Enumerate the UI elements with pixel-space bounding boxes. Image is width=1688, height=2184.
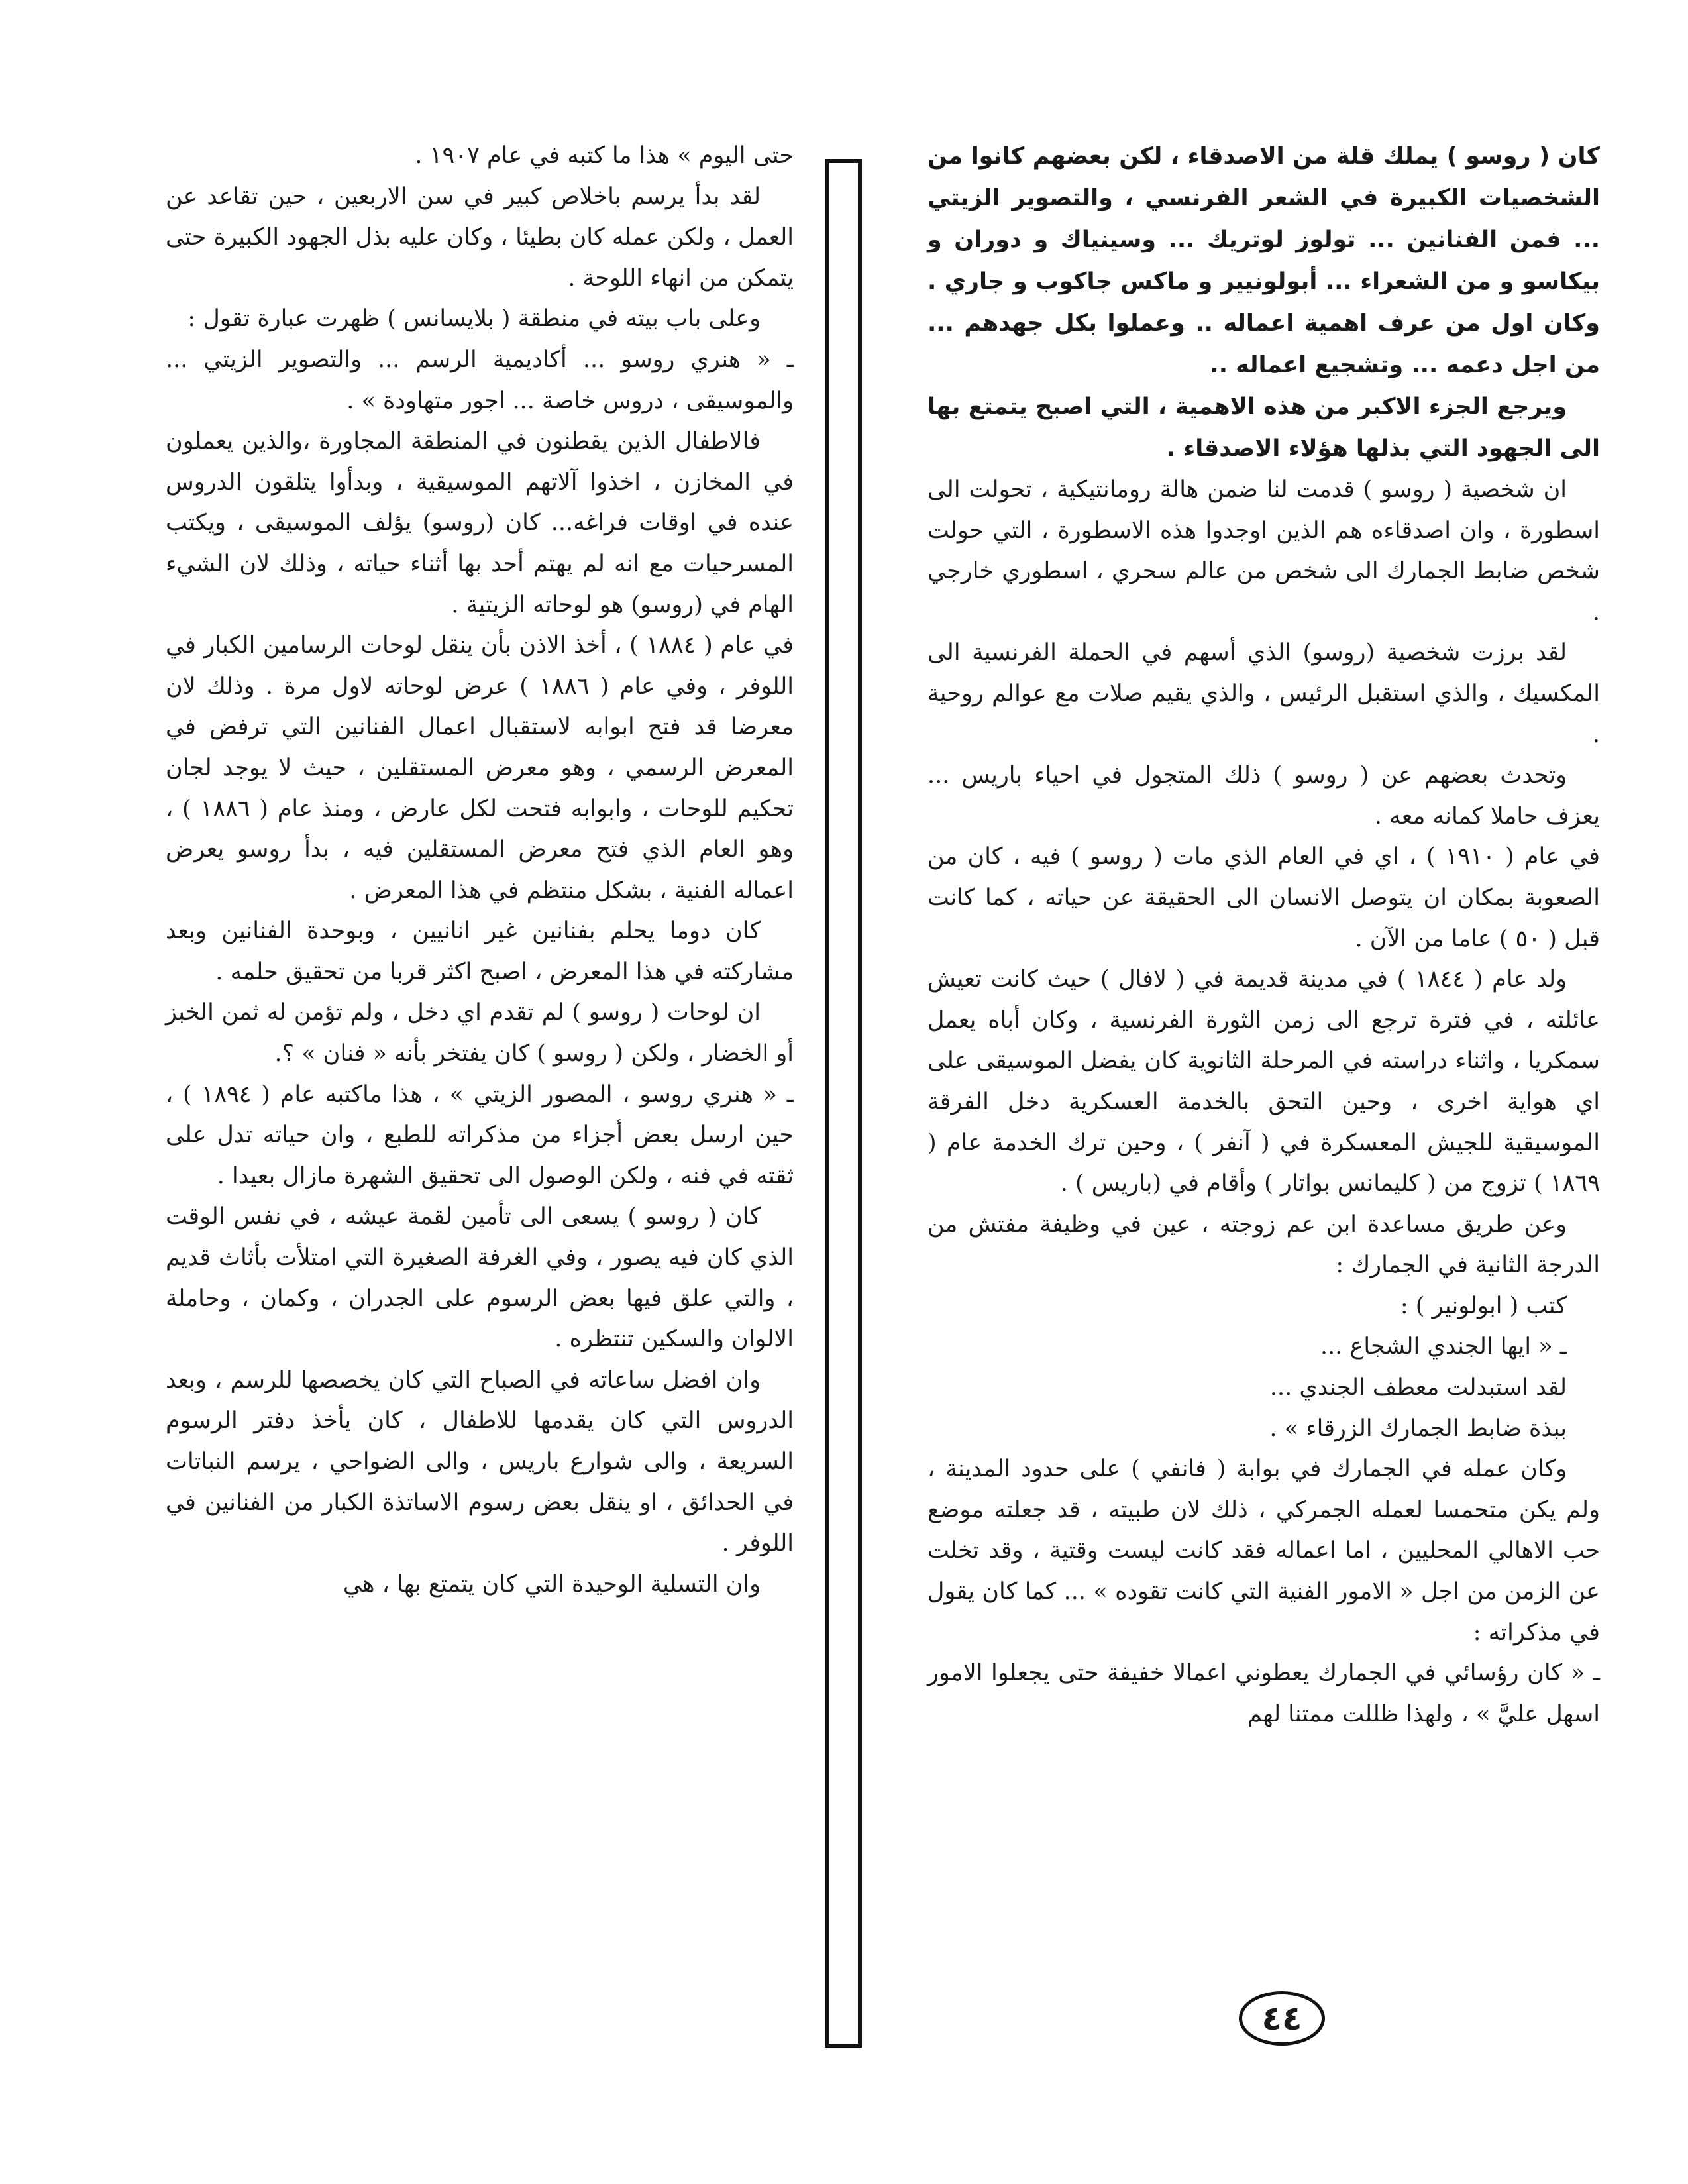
right-column (927, 136, 1600, 1735)
left-column (166, 136, 794, 1605)
poem-intro: كتب ( ابولونير ) : (1400, 1292, 1567, 1319)
body-paragraph: وعن طريق مساعدة ابن عم زوجته ، عين في وظيفة مفتش من الدرجة الثانية في الجمارك : (927, 1211, 1600, 1279)
poem-line: لقد استبدلت معطف الجندي ... (1269, 1374, 1567, 1401)
sign-quote: ـ « هنري روسو ... أكاديمية الرسم ... والتصوير الزيتي ... والموسيقى ، دروس خاصة ... اجور متهاودة » . (166, 346, 794, 414)
quote-paragraph: ـ « كان رؤسائي في الجمارك يعطوني اعمالا خفيفة حتى يجعلوا الامور اسهل عليَّ » ، ولهذا ظللت ممتنا لهم (927, 1660, 1600, 1727)
body-paragraph: وان افضل ساعاته في الصباح التي كان يخصصها للرسم ، وبعد الدروس التي كان يقدمها للاطفال ، كان يأخذ دفتر الرسوم السريعة ، والى شوارع باريس ، والى الضواحي ، يرسم النباتات في الحدائق ، او ينقل بعض رسوم الاساتذة الكبار من الفنانين في اللوفر . (166, 1366, 794, 1557)
continued-line: حتى اليوم » هذا ما كتبه في عام ١٩٠٧ . (415, 142, 794, 169)
body-paragraph: ان لوحات ( روسو ) لم تقدم اي دخل ، ولم تؤمن له ثمن الخبز أو الخضار ، ولكن ( روسو ) كان يفتخر بأنه « فنان » ؟. (166, 999, 794, 1067)
body-paragraph: في عام ( ١٩١٠ ) ، اي في العام الذي مات ( روسو ) فيه ، كان من الصعوبة بمكان ان يتوصل الانسان الى الحقيقة عن حياته ، كما كانت قبل ( ٥٠ ) عاما من الآن . (927, 844, 1600, 952)
page-number: ٤٤ (1239, 1991, 1325, 2046)
body-paragraph: وكان عمله في الجمارك في بوابة ( فانفي ) على حدود المدينة ، ولم يكن متحمسا لعمله الجمركي ، ذلك لان طبيته ، قد جعلته موضع حب الاهالي المحليين ، اما اعماله فقد كانت ليست وقتية ، وقد تخلت عن الزمن من اجل « الامور الفنية التي كانت تقوده » ... كما كان يقول في مذكراته : (927, 1456, 1600, 1646)
body-paragraph: كان دوما يحلم بفنانين غير انانيين ، وبوحدة الفنانين وبعد مشاركته في هذا المعرض ، اصبح اكثر قربا من تحقيق حلمه . (166, 918, 794, 985)
body-paragraph: ولد عام ( ١٨٤٤ ) في مدينة قديمة في ( لافال ) حيث كانت تعيش عائلته ، في فترة ترجع الى زمن الثورة الفرنسية ، وكان أباه يعمل سمكريا ، واثناء دراسته في المرحلة الثانوية كان يفضل الموسيقى على اي هواية اخرى ، وحين التحق بالخدمة العسكرية دخل الفرقة الموسيقية للجيش المعسكرة في ( آنفر ) ، وحين ترك الخدمة عام ( ١٨٦٩ ) تزوج من ( كليمانس بواتار ) وأقام في (باريس ) . (927, 966, 1600, 1197)
body-paragraph: كان ( روسو ) يسعى الى تأمين لقمة عيشه ، في نفس الوقت الذي كان فيه يصور ، وفي الغرفة الصغيرة التي امتلأت بأثاث قديم ، والتي علق فيها بعض الرسوم على الجدران ، وكمان ، وحاملة الالوان والسكين تنتظره . (166, 1203, 794, 1353)
body-paragraph: لقد بدأ يرسم باخلاص كبير في سن الاربعين ، حين تقاعد عن العمل ، ولكن عمله كان بطيئا ، وكان عليه بذل الجهود الكبيرة حتى يتمكن من انهاء اللوحة . (166, 183, 794, 292)
quote-paragraph: ـ « هنري روسو ، المصور الزيتي » ، هذا ماكتبه عام ( ١٨٩٤ ) ، حين ارسل بعض أجزاء من مذكراته للطبع ، وان حياته تدل على ثقته في فنه ، ولكن الوصول الى تحقيق الشهرة مازال بعيدا . (166, 1081, 794, 1189)
body-paragraph: لقد برزت شخصية (روسو) الذي أسهم في الحملة الفرنسية الى المكسيك ، والذي استقبل الرئيس ، والذي يقيم صلات مع عوالم روحية . (927, 639, 1600, 748)
intro-paragraph: ويرجع الجزء الاكبر من هذه الاهمية ، التي اصبح يتمتع بها الى الجهود التي بذلها هؤلاء الاصدقاء . (927, 394, 1600, 462)
intro-paragraph: كان ( روسو ) يملك قلة من الاصدقاء ، لكن بعضهم كانوا من الشخصيات الكبيرة في الشعر الفرنسي ، والتصوير الزيتي ... فمن الفنانين ... تولوز لوتريك ... وسينياك و دوران و بيكاسو و من الشعراء ... أبولونيير و ماكس جاكوب و جاري . وكان اول من عرف اهمية اعماله .. وعملوا بكل جهدهم ... من اجل دعمه ... وتشجيع اعماله .. (927, 143, 1600, 378)
poem-line: ـ « ايها الجندي الشجاع ... (1320, 1333, 1567, 1360)
body-paragraph: في عام ( ١٨٨٤ ) ، أخذ الاذن بأن ينقل لوحات الرسامين الكبار في اللوفر ، وفي عام ( ١٨٨٦ ) عرض لوحاته لاول مرة . وذلك لان معرضا قد فتح ابوابه لاستقبال اعمال الفنانين التي ترفض في المعرض الرسمي ، وهو معرض المستقلين ، حيث لا يوجد لجان تحكيم للوحات ، وابوابه فتحت لكل عارض ، ومنذ عام ( ١٨٨٦ ) ، وهو العام الذي فتح معرض المستقلين فيه ، بدأ روسو يعرض اعماله الفنية ، بشكل منتظم في هذا المعرض . (166, 632, 794, 904)
body-paragraph: فالاطفال الذين يقطنون في المنطقة المجاورة ،والذين يعملون في المخازن ، اخذوا آلاتهم الموسيقية ، وبدأوا يتلقون الدروس عنده في اوقات فراغه... كان (روسو) يؤلف الموسيقى ، ويكتب المسرحيات مع انه لم يهتم أحد بها أثناء حياته ، وذلك لان الشيء الهام في (روسو) هو لوحاته الزيتية . (166, 428, 794, 618)
body-paragraph: وان التسلية الوحيدة التي كان يتمتع بها ، هي (343, 1570, 761, 1598)
body-paragraph: وتحدث بعضهم عن ( روسو ) ذلك المتجول في احياء باريس ... يعزف حاملا كمانه معه . (927, 762, 1600, 830)
poem-line: ببذة ضابط الجمارك الزرقاء » . (1269, 1415, 1567, 1442)
body-paragraph: وعلى باب بيته في منطقة ( بلايسانس ) ظهرت عبارة تقول : (187, 305, 761, 333)
column-divider (825, 159, 862, 2048)
body-paragraph: ان شخصية ( روسو ) قدمت لنا ضمن هالة رومانتيكية ، تحولت الى اسطورة ، وان اصدقاءه هم الذين اوجدوا هذه الاسطورة ، التي حولت شخص ضابط الجمارك الى شخص من عالم سحري ، اسطوري خارجي . (927, 476, 1600, 626)
